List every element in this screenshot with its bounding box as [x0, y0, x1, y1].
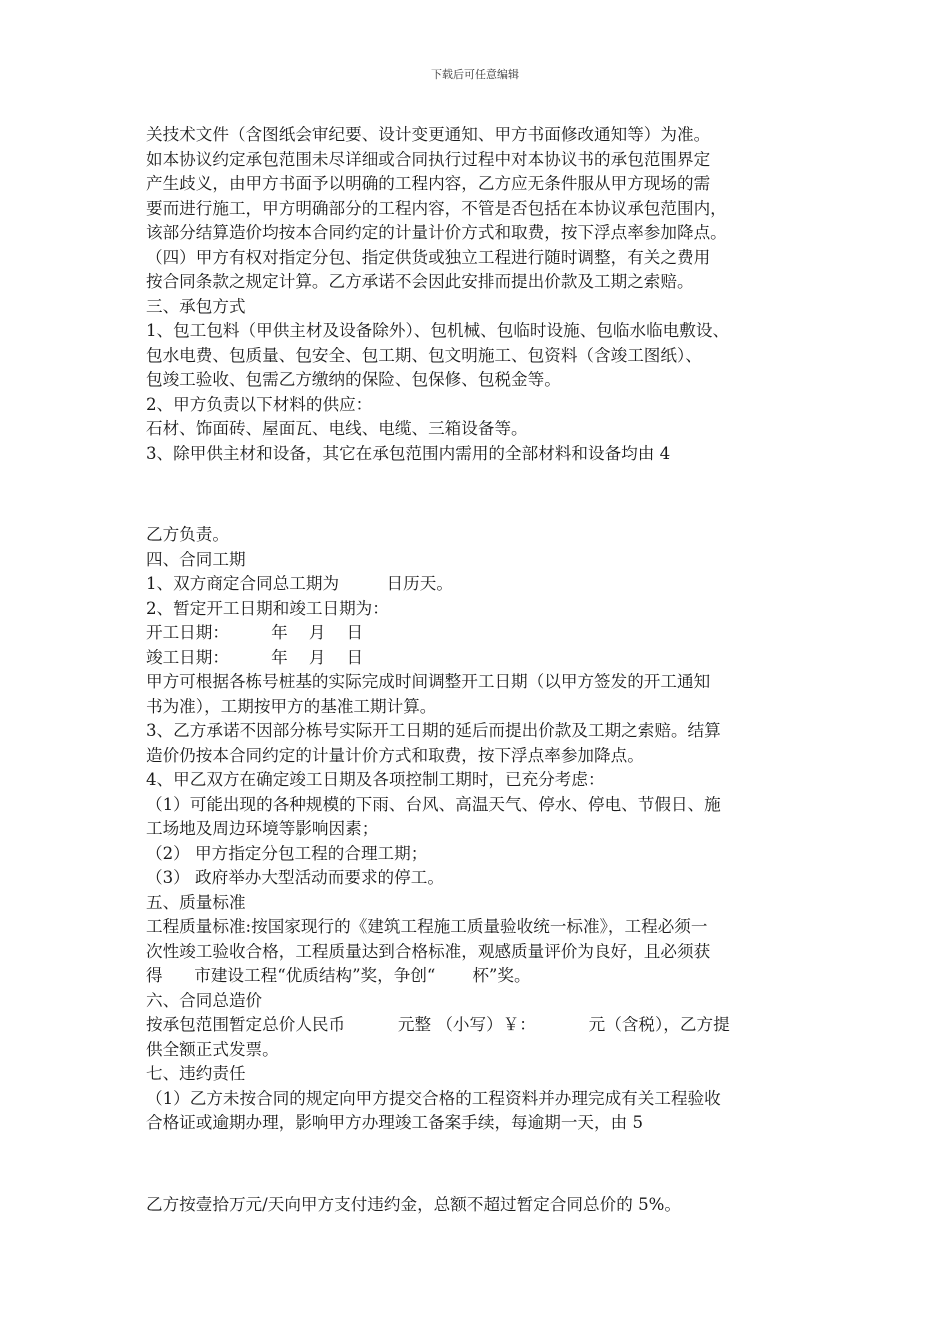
text-line: 工程质量标准:按国家现行的《建筑工程施工质量验收统一标准》，工程必须一 — [146, 917, 708, 936]
text-line: 1、包工包料（甲供主材及设备除外）、包机械、包临时设施、包临水临电敷设、 — [146, 321, 730, 340]
text-line: 3、乙方承诺不因部分栋号实际开工日期的延后而提出价款及工期之索赔。结算 — [146, 721, 721, 740]
text-line: 得 市建设工程“优质结构”奖，争创“ 杯”奖。 — [146, 966, 531, 985]
text-line: 工场地及周边环境等影响因素； — [146, 819, 379, 838]
text-line: 产生歧义，由甲方书面予以明确的工程内容，乙方应无条件服从甲方现场的需 — [146, 174, 711, 193]
text-block-top — [146, 123, 826, 466]
text-line: 要而进行施工，甲方明确部分的工程内容，不管是否包括在本协议承包范围内， — [146, 198, 727, 218]
text-line: 石材、饰面砖、屋面瓦、电线、电缆、三箱设备等。 — [146, 419, 528, 438]
text-line: （3） 政府举办大型活动而要求的停工。 — [146, 868, 444, 887]
text-line: 3、除甲供主材和设备，其它在承包范围内需用的全部材料和设备均由 4 — [146, 443, 671, 463]
text-line: 2、暂定开工日期和竣工日期为： — [146, 598, 389, 618]
text-line: 如本协议约定承包范围未尽详细或合同执行过程中对本协议书的承包范围界定 — [146, 149, 711, 169]
text-line: 甲方可根据各栋号桩基的实际完成时间调整开工日期（以甲方签发的开工通知 — [146, 672, 711, 691]
text-line: 供全额正式发票。 — [146, 1039, 279, 1059]
text-line: 乙方按壹拾万元/天向甲方支付违约金，总额不超过暂定合同总价的 5%。 — [146, 1195, 682, 1214]
text-line: （2） 甲方指定分包工程的合理工期； — [146, 843, 428, 863]
text-line: 关技术文件（含图纸会审纪要、设计变更通知、甲方书面修改通知等）为准。 — [146, 125, 711, 144]
text-line: 书为准），工期按甲方的基准工期计算。 — [146, 696, 437, 716]
text-line: 开工日期： 年 月 日 — [146, 623, 364, 642]
text-line: （1）可能出现的各种规模的下雨、台风、高温天气、停水、停电、节假日、施 — [146, 794, 721, 814]
text-line: 乙方负责。 — [146, 525, 229, 544]
section-heading: 四、合同工期 — [146, 549, 246, 569]
text-line: 2、甲方负责以下材料的供应： — [146, 394, 373, 414]
text-line: 1、双方商定合同总工期为 日历天。 — [146, 574, 453, 593]
text-block-middle — [146, 523, 826, 1136]
text-line: 按合同条款之规定计算。乙方承诺不会因此安排而提出价款及工期之索赔。 — [146, 272, 694, 291]
text-line: 合格证或逾期办理，影响甲方办理竣工备案手续，每逾期一天，由 5 — [146, 1113, 644, 1132]
section-heading: 六、合同总造价 — [146, 990, 263, 1010]
text-line: 造价仍按本合同约定的计量计价方式和取费，按下浮点率参加降点。 — [146, 745, 644, 765]
text-line: 包竣工验收、包需乙方缴纳的保险、包保修、包税金等。 — [146, 370, 561, 389]
section-heading: 五、质量标准 — [146, 892, 246, 912]
text-line: （1）乙方未按合同的规定向甲方提交合格的工程资料并办理完成有关工程验收 — [146, 1088, 721, 1108]
text-line: （四）甲方有权对指定分包、指定供货或独立工程进行随时调整，有关之费用 — [146, 247, 711, 267]
text-line: 包水电费、包质量、包安全、包工期、包文明施工、包资料（含竣工图纸）、 — [146, 345, 702, 365]
page-header: 下载后可任意编辑 — [431, 68, 519, 81]
text-line: 竣工日期： 年 月 日 — [146, 647, 364, 667]
text-line: 按承包范围暂定总价人民币 元整 （小写）￥： 元（含税），乙方提 — [146, 1015, 730, 1034]
section-heading: 三、承包方式 — [146, 296, 246, 316]
text-line: 次性竣工验收合格，工程质量达到合格标准，观感质量评价为良好，且必须获 — [146, 941, 711, 961]
text-line: 该部分结算造价均按本合同约定的计量计价方式和取费，按下浮点率参加降点。 — [146, 223, 727, 242]
text-line: 4、甲乙双方在确定竣工日期及各项控制工期时，已充分考虑： — [146, 770, 605, 789]
section-heading: 七、违约责任 — [146, 1064, 246, 1083]
text-block-bottom — [146, 1193, 826, 1218]
